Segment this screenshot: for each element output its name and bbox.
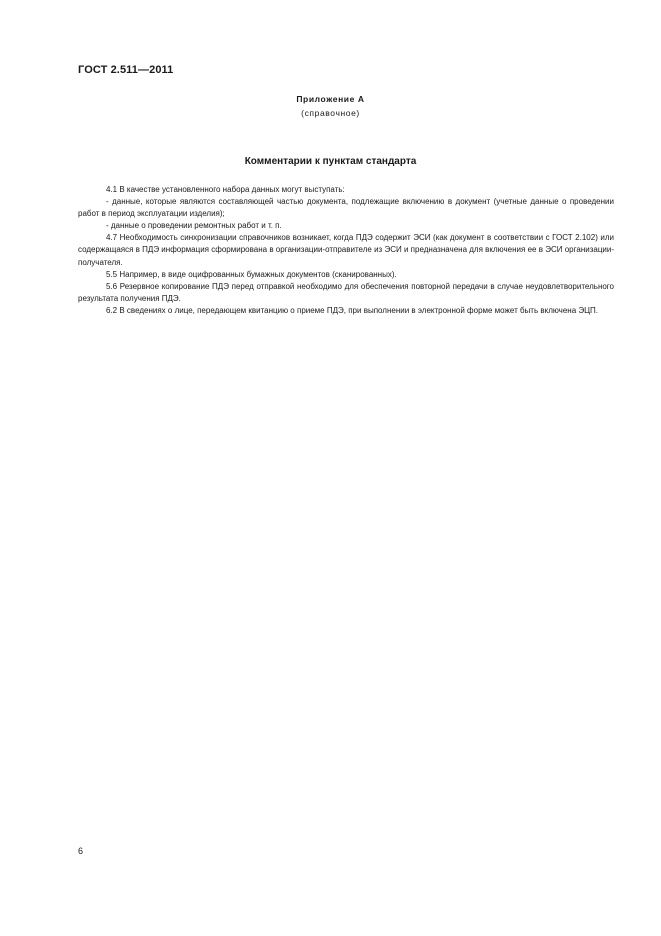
- page-number: 6: [78, 846, 84, 856]
- paragraph-6-2: 6.2 В сведениях о лице, передающем квитанцию о приеме ПДЭ, при выполнении в электронной форме может быть включена ЭЦП.: [106, 305, 599, 315]
- paragraph-5-5: 5.5 Например, в виде оцифрованных бумажных документов (сканированных).: [106, 269, 397, 279]
- appendix-title: Приложение А: [296, 94, 365, 104]
- section-title: Комментарии к пунктам стандарта: [244, 156, 417, 167]
- paragraph-4-7: 4.7 Необходимость синхронизации справочников возникает, когда ПДЭ содержит ЭСИ (как документ в соответствии с ГОСТ 2.102) или содержащаяся в ПДЭ информация сформирована в организации-отправителе из ЭСИ и предназначена для включения ее в ЭСИ организации-получателя.: [78, 233, 614, 267]
- paragraph-5-6: 5.6 Резервное копирование ПДЭ перед отправкой необходимо для обеспечения повторной передачи в случае неудовлетворительного результата получения ПДЭ.: [78, 281, 614, 303]
- paragraph-4-1-item-2: - данные о проведении ремонтных работ и т. п.: [106, 221, 282, 231]
- paragraph-4-1-item-1: - данные, которые являются составляющей частью документа, подлежащие включению в документ (учетные данные о проведении работ в период эксплуатации изделия);: [78, 197, 614, 219]
- appendix-subtitle: (справочное): [301, 108, 360, 118]
- standard-code-header: ГОСТ 2.511—2011: [78, 64, 174, 76]
- paragraph-4-1: 4.1 В качестве установленного набора данных могут выступать:: [106, 185, 345, 194]
- comments-body: [78, 184, 614, 317]
